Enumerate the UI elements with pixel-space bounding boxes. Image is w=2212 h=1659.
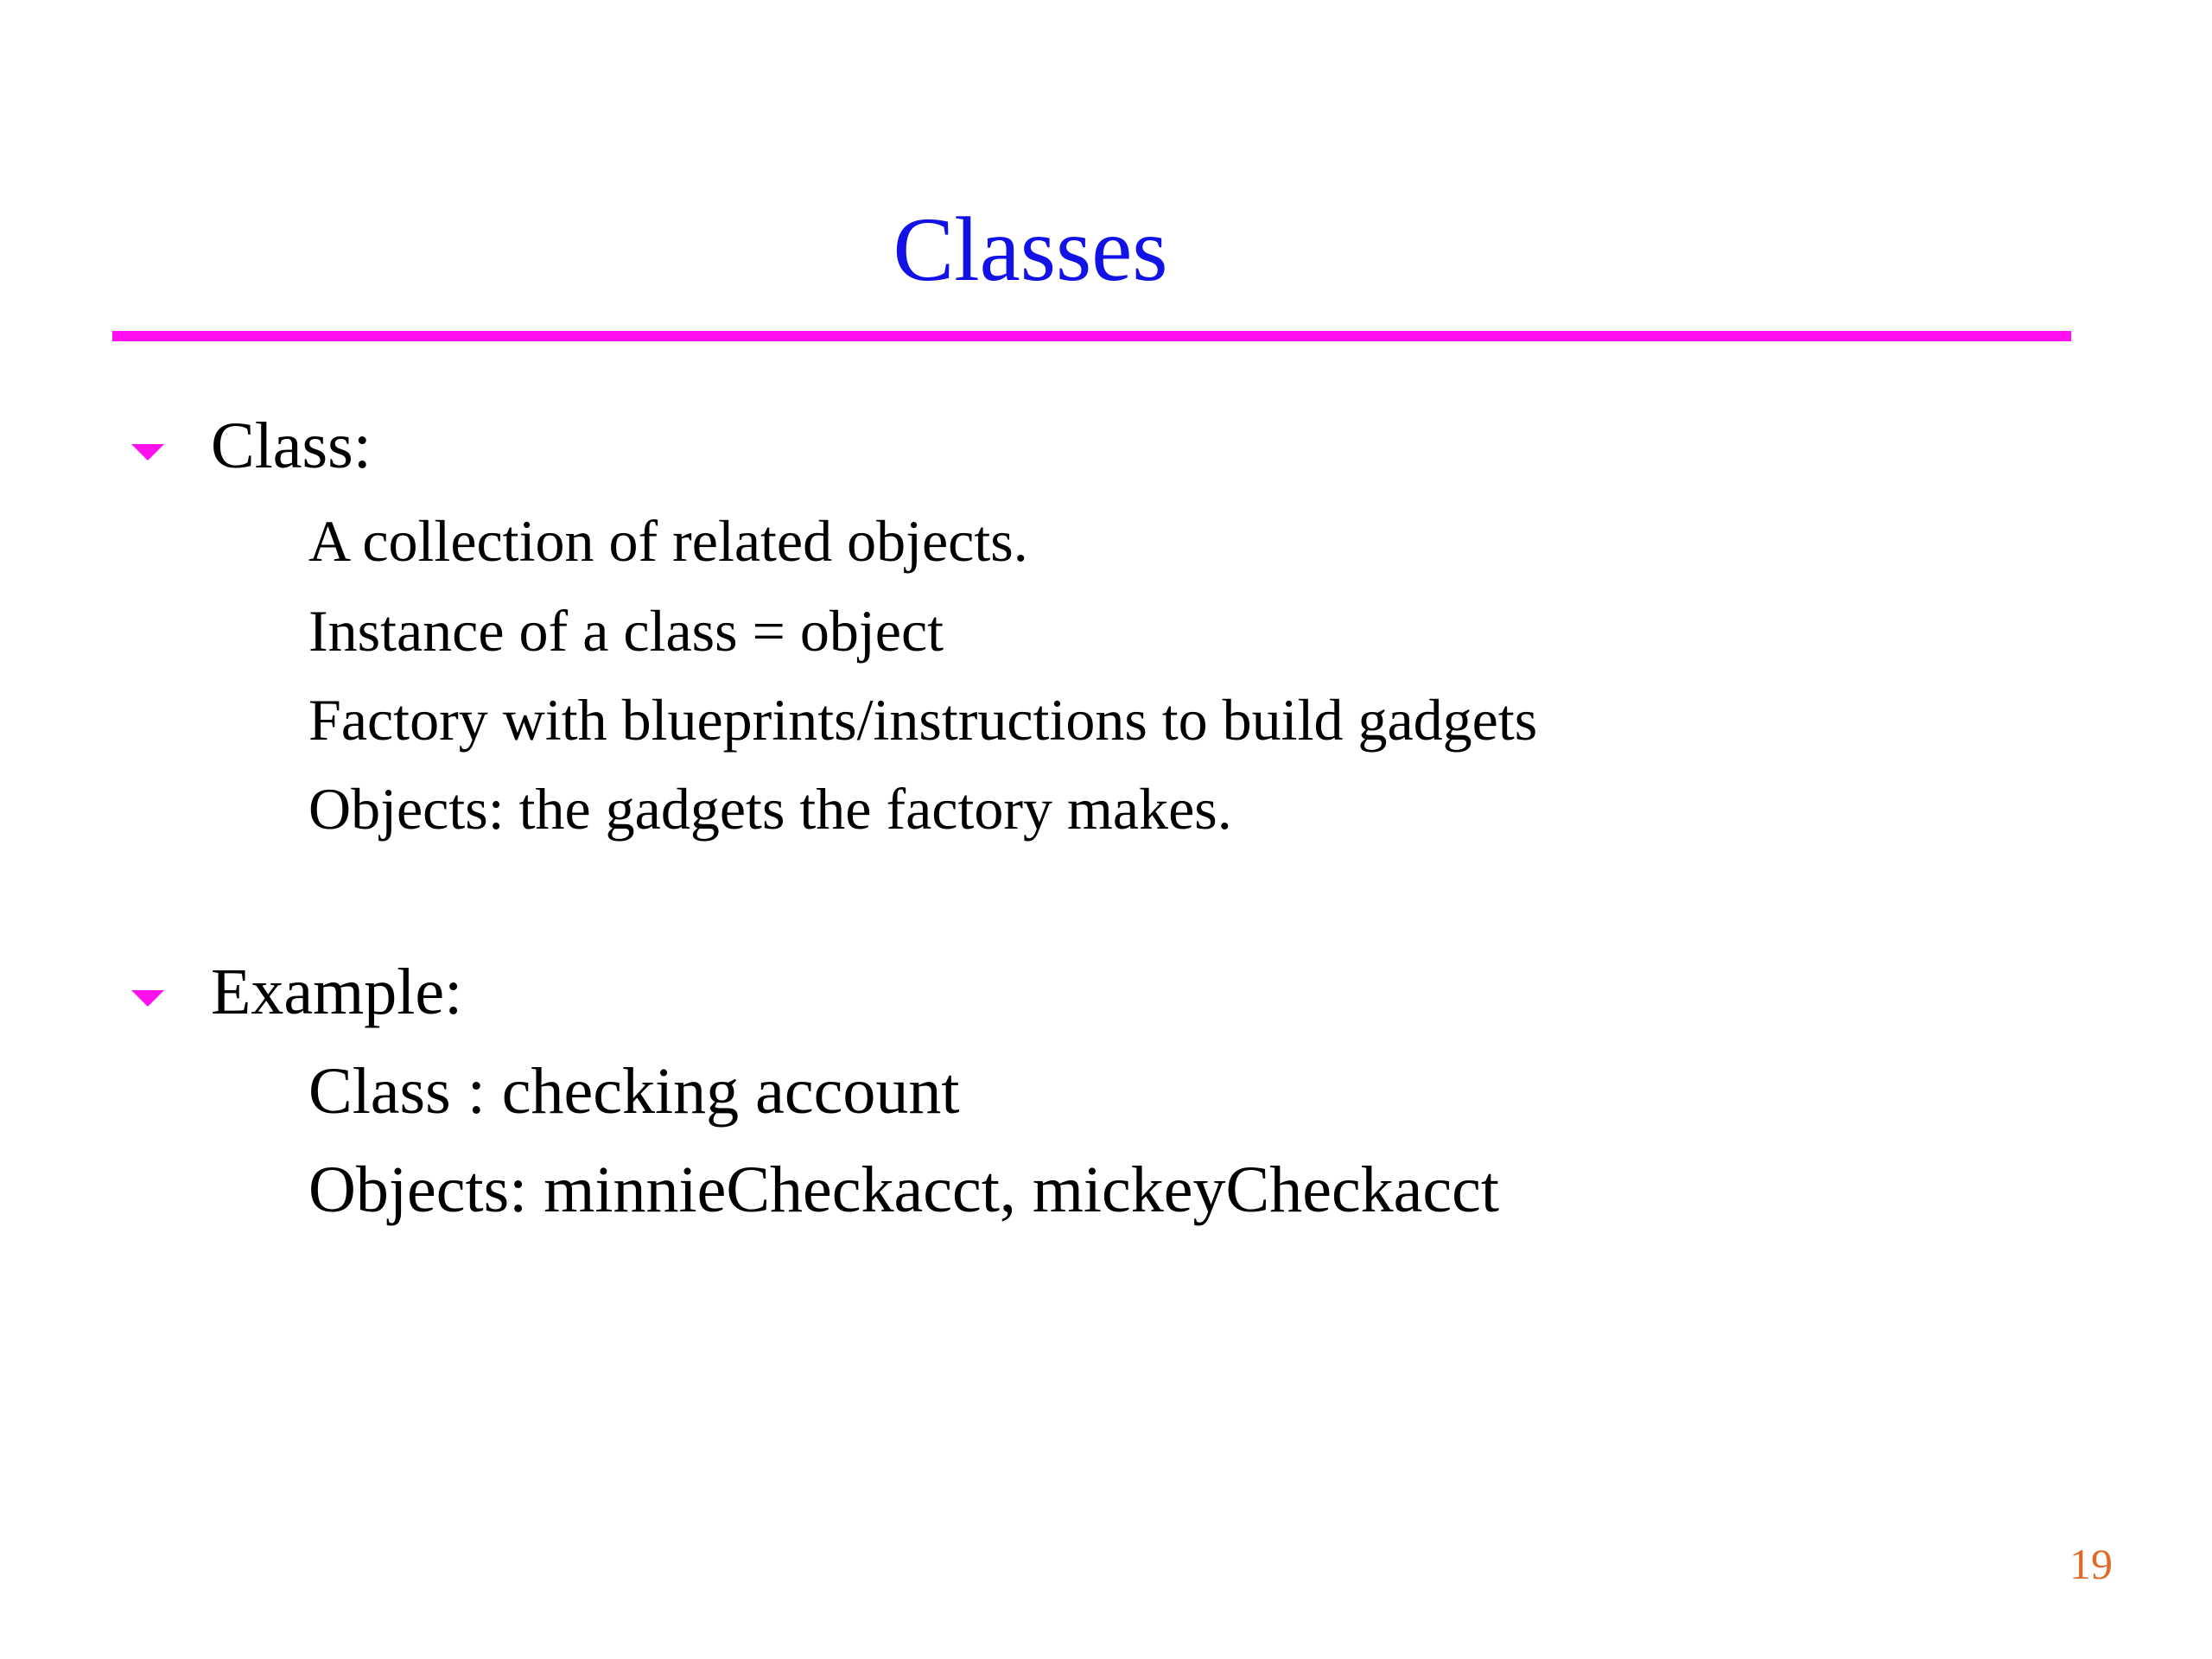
triangle-down-icon xyxy=(131,990,164,1007)
sub-line: Factory with blueprints/instructions to build gadgets xyxy=(308,687,1538,753)
sub-line: Objects: minnieCheckacct, mickeyCheckacct xyxy=(308,1154,1499,1226)
slide-title: Classes xyxy=(893,199,1168,300)
title-divider xyxy=(112,331,2071,341)
page-number: 19 xyxy=(2069,1540,2113,1588)
bullet-heading: Example: xyxy=(211,956,463,1028)
sub-line: Instance of a class = object xyxy=(308,598,944,664)
sub-line: Objects: the gadgets the factory makes. xyxy=(308,776,1232,842)
bullet-heading: Class: xyxy=(211,410,372,482)
sub-line: A collection of related objects. xyxy=(308,508,1028,574)
triangle-down-icon xyxy=(131,444,164,461)
sub-line: Class : checking account xyxy=(308,1055,960,1128)
